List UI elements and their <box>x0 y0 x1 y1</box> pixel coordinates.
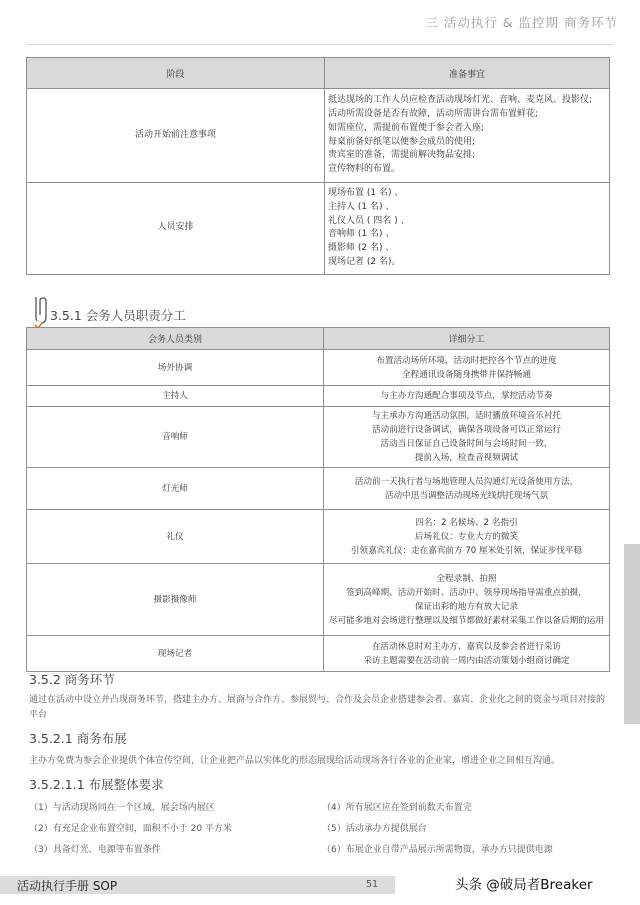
prep-line: 抵达现场的工作人员应检查活动现场灯光、音响、麦克风、投影仪; <box>328 95 593 106</box>
section-35211-heading: 3.5.2.1.1 布展整体要求 <box>29 777 164 792</box>
page-header-title: 三 活动执行 & 监控期 商务环节 <box>425 15 618 30</box>
prep-line: 现场记者 (2 名)。 <box>328 256 401 267</box>
prep-table-header-row <box>27 58 610 89</box>
duty-line: 全程通讯设备随身携带并保持畅通 <box>402 369 531 380</box>
prep-stage-cell: 人员安排 <box>27 183 325 275</box>
requirement-item: （4）所有展区应在签到前数天布置完 <box>322 803 472 813</box>
prep-line: 宣传物料的布置。 <box>328 164 401 175</box>
duty-role-cell: 现场记者 <box>27 636 324 672</box>
prep-items-cell <box>325 89 610 183</box>
duty-role-cell: 音响师 <box>27 407 324 468</box>
footer-title: 活动执行手册 SOP <box>17 879 118 893</box>
duty-role-cell: 场外协调 <box>27 350 324 386</box>
duty-line: 与主办方沟通配合事项及节点，掌控活动节奏 <box>380 391 553 401</box>
duty-line: 活动中迅当调整活动现场光线烘托现场气氛 <box>384 490 549 501</box>
duty-role-cell: 灯光师 <box>27 468 324 510</box>
side-tab <box>624 544 640 724</box>
duty-line: 后场礼仪：专业大方的微笑 <box>414 531 519 542</box>
prep-col-stage: 阶段 <box>27 58 325 89</box>
table-row <box>27 636 610 672</box>
duty-detail-cell <box>324 510 610 564</box>
watermark: 头条 @破局者Breaker <box>455 877 593 893</box>
page-number: 51 <box>366 879 379 890</box>
duty-detail-cell <box>324 564 610 636</box>
duty-role-cell: 摄影摄像师 <box>27 564 324 636</box>
table-row <box>27 510 610 564</box>
duty-line: 活动前一天执行者与场地管理人员沟通灯光设备使用方法， <box>354 476 579 487</box>
duty-line: 四名：2 名候场、2 名指引 <box>415 517 518 528</box>
duty-detail-cell <box>324 468 610 510</box>
section-3521-heading: 3.5.2.1 商务布展 <box>29 731 127 746</box>
duty-detail-cell <box>324 407 610 468</box>
duty-col-detail: 详细分工 <box>324 328 610 350</box>
duty-detail-cell <box>324 636 610 672</box>
requirement-item: （1）与活动现场同在一个区域，展会场内展区 <box>29 803 215 813</box>
prep-line: 礼仪人员 ( 四名 ) 、 <box>328 215 410 226</box>
prep-line: 音响师 (1 名) 、 <box>328 229 395 240</box>
duty-detail-cell <box>324 386 610 407</box>
prep-line: 活动所需设备是否有故障，活动所需讲台需布置鲜花; <box>328 108 539 119</box>
duty-line: 全程录制、拍照 <box>436 573 497 584</box>
duty-table-header-row <box>27 328 610 350</box>
duty-line: 签到高峰期、活动开始时、活动中、领导现场指导需重点拍摄， <box>346 587 587 598</box>
prep-line: 每桌前备好纸笔以便参会成员的使用; <box>328 136 476 147</box>
header-rule <box>26 44 613 45</box>
prep-items-cell <box>325 183 610 275</box>
duty-line: 尽可能多地对会场进行整理以及细节都做好素材采集工作以备后期的运用 <box>328 615 604 626</box>
duty-line: 布置活动场所环境，活动时把控各个节点的进度 <box>376 355 557 366</box>
requirement-item: （6）布展企业自带产品展示所需物资，承办方只提供电源 <box>322 845 553 855</box>
prep-line: 主持人 (1 名) 、 <box>328 201 395 212</box>
duty-line: 保证出彩的地方有放大记录 <box>414 601 519 612</box>
table-row <box>27 89 610 183</box>
prep-stage-cell: 活动开始前注意事项 <box>27 89 325 183</box>
duty-line: 活动当日保证自己设备时间与会场时间一致， <box>380 439 553 449</box>
table-row <box>27 468 610 510</box>
section-351-heading: 3.5.1 会务人员职责分工 <box>50 308 186 323</box>
duty-table <box>26 327 610 672</box>
duty-line: 与主承办方沟通活动氛围，适时播放环境音乐衬托 <box>371 411 562 421</box>
prep-line: 贵宾室的准备，需提前解决物品安排; <box>328 150 476 161</box>
prep-line: 摄影师 (2 名) 、 <box>328 243 395 254</box>
section-352-heading: 3.5.2 商务环节 <box>29 672 115 687</box>
section-3521-paragraph: 主办方免费为参会企业提供个体宣传空间，让企业把产品以实体化的形态展现给活动现场各行各业的企业家，增进企业之间相互沟通。 <box>29 756 561 766</box>
table-row <box>27 386 610 407</box>
table-row <box>27 183 610 275</box>
duty-line: 在活动休息时对主办方、嘉宾以及参会者进行采访 <box>371 641 562 652</box>
duty-line: 引领嘉宾礼仪：走在嘉宾前方 70 厘米处引领，保证步伐平稳 <box>350 545 583 556</box>
prep-line: 现场布置 (1 名) 、 <box>328 188 404 198</box>
section-352-paragraph: 通过在活动中设立并凸现商务环节，搭建主办方、展商与合作方、参展贸与、合作及会员企业搭建参会者、嘉宾、企业化之间的资金与项目对接的平台 <box>29 695 606 720</box>
prep-table <box>26 57 610 275</box>
duty-line: 活动前进行设备调试，确保各项设备可以正常运行 <box>371 425 562 435</box>
duty-col-role: 会务人员类别 <box>27 328 324 350</box>
requirement-item: （5）活动承办方提供展台 <box>322 824 427 834</box>
table-row <box>27 350 610 386</box>
prep-line: 如需座位，需提前布置便于参会者入座; <box>328 122 485 133</box>
duty-role-cell: 礼仪 <box>27 510 324 564</box>
duty-role-cell: 主持人 <box>27 386 324 407</box>
prep-col-items: 准备事宜 <box>325 58 610 89</box>
duty-detail-cell <box>324 350 610 386</box>
requirement-item: （2）有充足企业布置空间，面积不小于 20 平方米 <box>29 824 232 834</box>
duty-line: 采访主题需要在活动前一周内由活动策划小组商讨确定 <box>363 655 570 666</box>
table-row <box>27 564 610 636</box>
duty-line: 提前入场，检查音视频调试 <box>414 453 519 463</box>
table-row <box>27 407 610 468</box>
requirement-item: （3）具备灯光、电源等布置条件 <box>29 845 161 855</box>
